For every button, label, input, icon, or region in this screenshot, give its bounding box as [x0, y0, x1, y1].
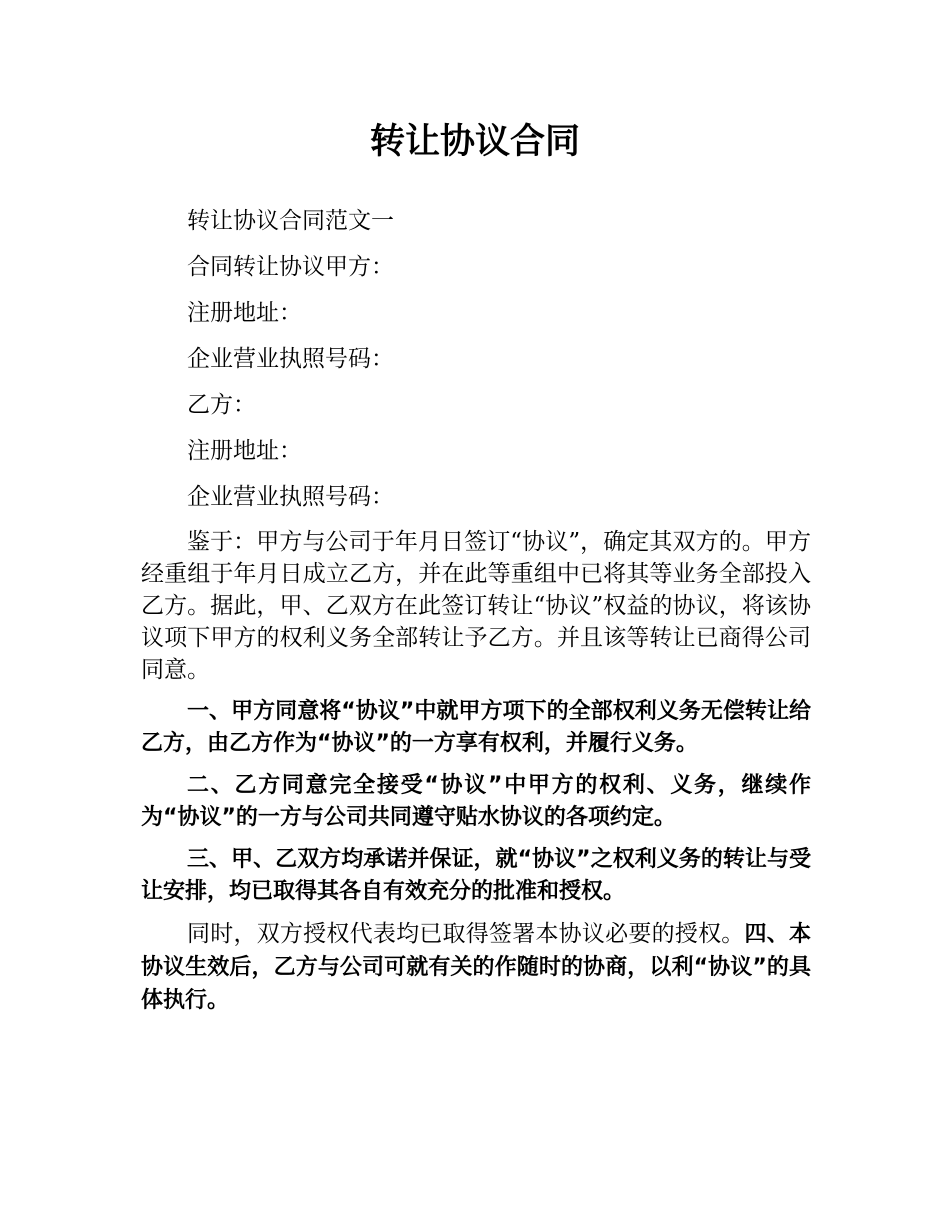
document-title: 转让协议合同: [369, 122, 580, 162]
document-body: [141, 198, 811, 1017]
clause-3: 三、甲、乙双方均承诺并保证，就“协议”之权利义务的转让与受让安排，均已取得其各自有效充分的批准和授权。: [141, 847, 811, 904]
party-a-license-label: 企业营业执照号码：: [187, 346, 394, 372]
recital-paragraph: 鉴于：甲方与公司于年月日签订“协议”，确定其双方的。甲方经重组于年月日成立乙方，并在此等重组中已将其等业务全部投入乙方。据此，甲、乙双方在此签订转让“协议”权益的协议，将该协议项下甲方的权利义务全部转让予乙方。并且该等转让已商得公司同意。: [141, 529, 811, 683]
party-a-address-label: 注册地址：: [187, 300, 302, 326]
party-b-label: 乙方：: [187, 392, 256, 418]
party-b-address-label: 注册地址：: [187, 438, 302, 464]
party-a-label: 合同转让协议甲方：: [187, 254, 394, 280]
clause-1: 一、甲方同意将“协议”中就甲方项下的全部权利义务无偿转让给乙方，由乙方作为“协议”的一方享有权利，并履行义务。: [141, 699, 811, 756]
subtitle-line: 转让协议合同范文一: [187, 208, 394, 234]
final-paragraph: [141, 918, 811, 1017]
clause-2: 二、乙方同意完全接受“协议”中甲方的权利、义务，继续作为“协议”的一方与公司共同遵守贴水协议的各项约定。: [141, 773, 811, 830]
clause-4-text: 四、本协议生效后，乙方与公司可就有关的作随时的协商，以利“协议”的具体执行。: [141, 922, 811, 1013]
final-normal-text: 同时，双方授权代表均已取得签署本协议必要的授权。: [187, 921, 745, 947]
party-b-license-label: 企业营业执照号码：: [187, 484, 394, 510]
